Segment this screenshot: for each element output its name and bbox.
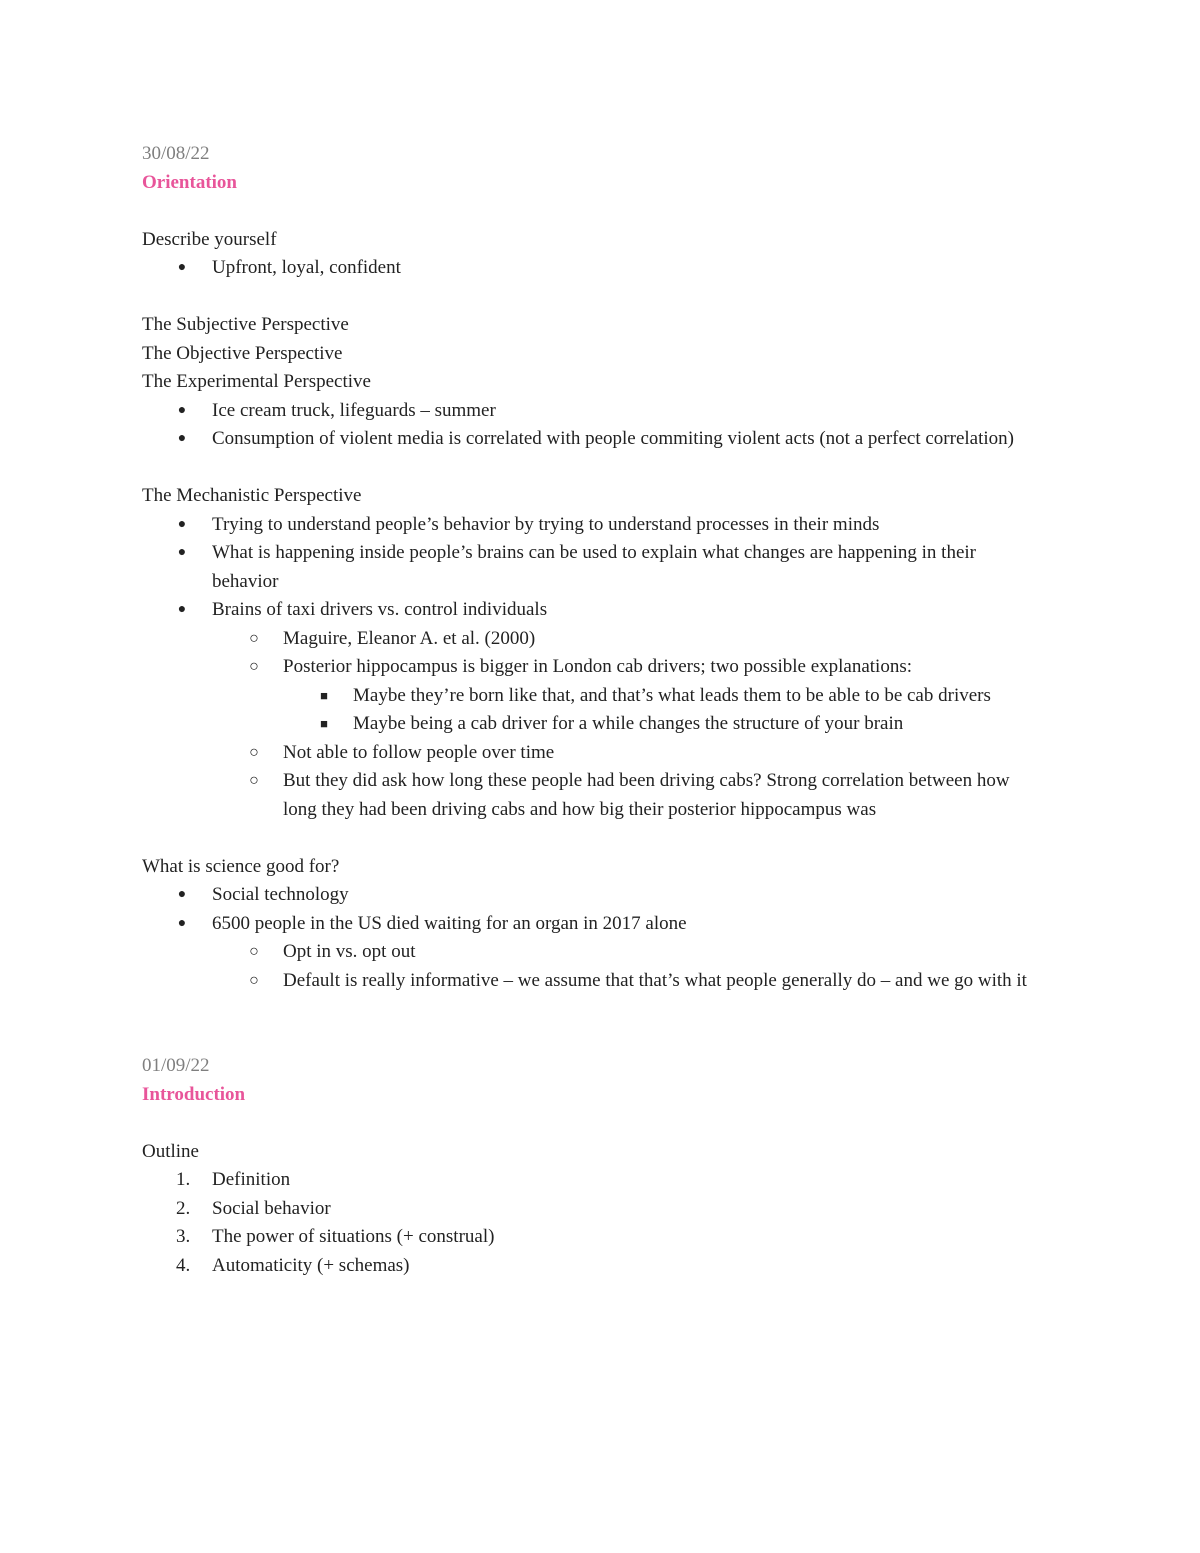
list-item: ○ But they did ask how long these people had been driving cabs? Strong correlation between how long they had been driving cabs and how big their posterior hippocampus was (142, 767, 1042, 824)
science-question: What is science good for? (142, 855, 340, 877)
notes-page (142, 140, 1042, 1280)
item-number: 4. (176, 1254, 191, 1276)
list-item: ● What is happening inside people’s brains can be used to explain what changes are happening in their behavior (142, 539, 1042, 596)
bullet-square-icon: ■ (320, 687, 328, 703)
item-number: 3. (176, 1226, 191, 1247)
list-item: ● Ice cream truck, lifeguards – summer (142, 397, 1042, 426)
section-heading: Introduction (142, 1083, 246, 1105)
bullet-circle-icon: ○ (249, 772, 259, 789)
bullet-disc-icon: ● (177, 602, 187, 617)
list-item: ■ Maybe they’re born like that, and that’s what leads them to be able to be cab drivers (142, 682, 1042, 711)
numbered-item: 2. Social behavior (142, 1195, 1042, 1224)
bullet-circle-icon: ○ (249, 943, 259, 960)
list-item: ○ Posterior hippocampus is bigger in London cab drivers; two possible explanations: (142, 653, 1042, 682)
objective-perspective: The Objective Perspective (142, 342, 343, 364)
describe-label: Describe yourself (142, 228, 277, 250)
section-date: 30/08/22 (142, 143, 210, 164)
list-item: ● Upfront, loyal, confident (142, 254, 1042, 283)
list-item: ● Brains of taxi drivers vs. control individuals (142, 596, 1042, 625)
list-item: ○ Not able to follow people over time (142, 739, 1042, 768)
section-heading: Orientation (142, 171, 237, 193)
bullet-disc-icon: ● (177, 516, 187, 532)
bullet-circle-icon: ○ (249, 629, 259, 647)
list-item: ● Consumption of violent media is correlated with people commiting violent acts (not a perfect correlation) (142, 425, 1042, 454)
bullet-circle-icon: ○ (249, 743, 259, 761)
bullet-square-icon: ■ (320, 716, 328, 731)
bullet-circle-icon: ○ (249, 971, 259, 989)
numbered-item: 4. Automaticity (+ schemas) (142, 1252, 1042, 1281)
bullet-disc-icon: ● (177, 431, 187, 446)
list-item: ● Trying to understand people’s behavior by trying to understand processes in their minds (142, 511, 1042, 540)
list-item: ○ Maguire, Eleanor A. et al. (2000) (142, 625, 1042, 654)
bullet-disc-icon: ● (177, 915, 187, 931)
section-date: 01/09/22 (142, 1055, 210, 1076)
subjective-perspective: The Subjective Perspective (142, 314, 349, 335)
item-number: 1. (176, 1169, 191, 1190)
list-item: ● Social technology (142, 881, 1042, 910)
list-item: ● 6500 people in the US died waiting for an organ in 2017 alone (142, 910, 1042, 939)
bullet-disc-icon: ● (177, 260, 187, 275)
bullet-disc-icon: ● (177, 887, 187, 902)
bullet-disc-icon: ● (177, 402, 187, 418)
list-item: ○ Opt in vs. opt out (142, 938, 1042, 967)
bullet-disc-icon: ● (177, 545, 187, 560)
bullet-circle-icon: ○ (249, 658, 259, 675)
numbered-item: 1. Definition (142, 1166, 1042, 1195)
numbered-item: 3. The power of situations (+ construal) (142, 1223, 1042, 1252)
item-number: 2. (176, 1197, 191, 1219)
outline-label: Outline (142, 1140, 199, 1162)
mechanistic-perspective: The Mechanistic Perspective (142, 485, 362, 506)
list-item: ○ Default is really informative – we assume that that’s what people generally do – and we go with it (142, 967, 1042, 996)
list-item: ■ Maybe being a cab driver for a while changes the structure of your brain (142, 710, 1042, 739)
experimental-perspective: The Experimental Perspective (142, 371, 371, 392)
